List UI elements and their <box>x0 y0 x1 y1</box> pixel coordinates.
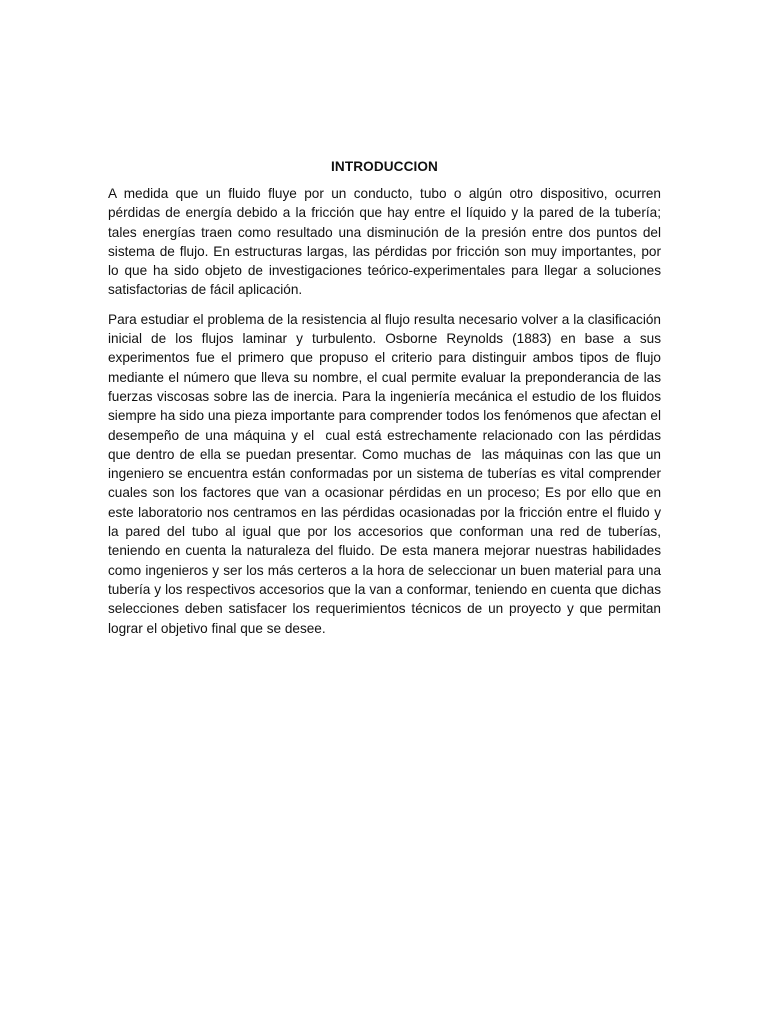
paragraph-resistance: Para estudiar el problema de la resistencia al flujo resulta necesario volver a la clasificación inicial de los flujos laminar y turbulento. Osborne Reynolds (1883) en base a sus experimentos fue el primero que propuso el criterio para distinguir ambos tipos de flujo mediante el número que lleva su nombre, el cual permite evaluar la preponderancia de las fuerzas viscosas sobre las de inercia. Para la ingeniería mecánica el estudio de los fluidos siempre ha sido una pieza importante para comprender todos los fenómenos que afectan el desempeño de una máquina y el cual está estrechamente relacionado con las pérdidas que dentro de ella se puedan presentar. Como muchas de las máquinas con las que un ingeniero se encuentra están conformadas por un sistema de tuberías es vital comprender cuales son los factores que van a ocasionar pérdidas en un proceso; Es por ello que en este laboratorio nos centramos en las pérdidas ocasionadas por la fricción entre el fluido y la pared del tubo al igual que por los accesorios que conforman una red de tuberías, teniendo en cuenta la naturaleza del fluido. De esta manera mejorar nuestras habilidades como ingenieros y ser los más certeros a la hora de seleccionar un buen material para una tubería y los respectivos accesorios que la van a conformar, teniendo en cuenta que dichas selecciones deben satisfacer los requerimientos técnicos de un proyecto y que permitan lograr el objetivo final que se desee. <box>108 311 665 636</box>
document-title: INTRODUCCION <box>331 159 438 174</box>
paragraph-intro: A medida que un fluido fluye por un conducto, tubo o algún otro dispositivo, ocurren pérdidas de energía debido a la fricción que hay entre el líquido y la pared de la tubería; tales energías traen como resultado una disminución de la presión entre dos puntos del sistema de flujo. En estructuras largas, las pérdidas por fricción son muy importantes, por lo que ha sido objeto de investigaciones teórico-experimentales para llegar a soluciones satisfactorias de fácil aplicación. <box>108 186 665 298</box>
document-body <box>108 157 665 647</box>
